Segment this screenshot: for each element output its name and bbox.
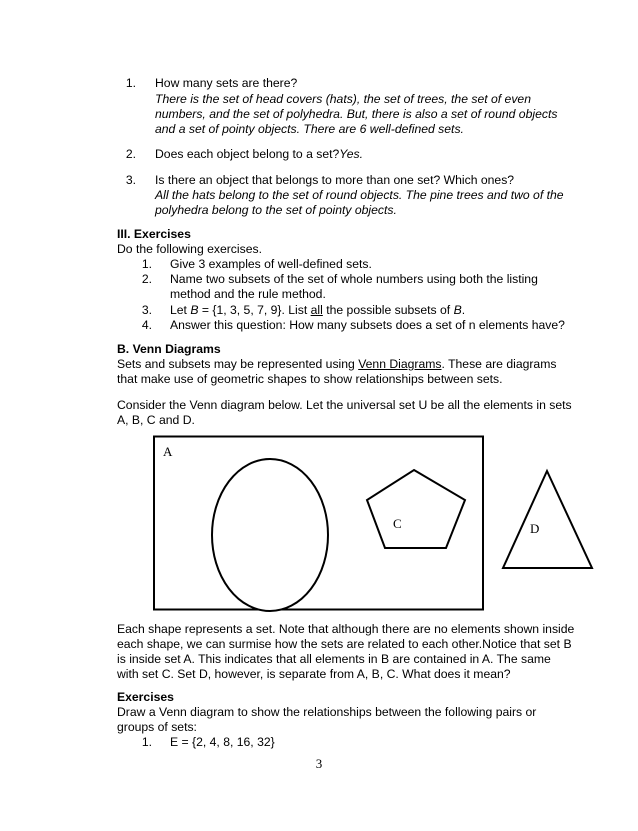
- question-2-answer: Yes.: [339, 147, 364, 161]
- question-1-number: 1.: [125, 76, 136, 90]
- question-1-answer-line-2: numbers, and the set of polyhedra. But, there is also a set of round objects: [155, 107, 558, 121]
- exercise-2-line-2: method and the rule method.: [170, 287, 326, 301]
- set-d-triangle: [503, 471, 592, 568]
- exercise-4-number: 4.: [141, 318, 152, 332]
- exercise-2-line-1: Name two subsets of the set of whole numbers using both the listing: [170, 272, 538, 286]
- exercise-3-var2: B: [453, 303, 462, 317]
- venn-heading: B. Venn Diagrams: [117, 342, 221, 356]
- venn-exercises-heading: Exercises: [117, 690, 174, 704]
- set-b-ellipse: [212, 459, 328, 611]
- venn-exercises-intro-line-2: groups of sets:: [117, 720, 197, 734]
- venn-exercise-1-number: 1.: [141, 735, 152, 749]
- exercise-3-end: .: [461, 303, 466, 317]
- exercise-1-number: 1.: [141, 257, 152, 271]
- exercise-3-var: B: [190, 303, 199, 317]
- venn-paragraph-2-line-2: A, B, C and D.: [117, 413, 195, 427]
- explanation-line-4: with set C. Set D, however, is separate from A, B, C. What does it mean?: [117, 667, 511, 681]
- label-d: D: [530, 521, 540, 536]
- venn-diagrams-link[interactable]: Venn Diagrams: [358, 357, 442, 371]
- question-1-answer-line-1: There is the set of head covers (hats), the set of trees, the set of even: [155, 92, 531, 106]
- venn-exercise-1-text: E = {2, 4, 8, 16, 32}: [170, 735, 275, 749]
- explanation-line-3: is inside set A. This indicates that all elements in B are contained in A. The same: [117, 652, 551, 666]
- question-1-answer-line-3: and a set of pointy objects. There are 6 well-defined sets.: [155, 122, 464, 136]
- page-number: 3: [315, 756, 323, 771]
- label-a: A: [163, 444, 173, 459]
- exercise-4-text: Answer this question: How many subsets does a set of n elements have?: [170, 318, 565, 332]
- venn-p1-post: . These are diagrams: [441, 357, 557, 371]
- question-3-answer-line-2: polyhedra belong to the set of pointy objects.: [155, 203, 397, 217]
- question-2-number: 2.: [125, 147, 136, 161]
- label-c: C: [393, 516, 402, 531]
- explanation-line-1: Each shape represents a set. Note that although there are no elements shown inside: [117, 622, 575, 636]
- exercise-3-pre: Let: [170, 303, 191, 317]
- explanation-line-2: each shape, we can surmise how the sets are related to each other.Notice that set B: [117, 637, 572, 651]
- question-3-text: Is there an object that belongs to more than one set? Which ones?: [155, 173, 515, 187]
- question-3-answer-line-1: All the hats belong to the set of round objects. The pine trees and two of the: [155, 188, 564, 202]
- exercises-heading: III. Exercises: [117, 227, 191, 241]
- venn-paragraph-2-line-1: Consider the Venn diagram below. Let the universal set U be all the elements in sets: [117, 398, 572, 412]
- question-1-text: How many sets are there?: [155, 76, 298, 90]
- exercise-1-text: Give 3 examples of well-defined sets.: [170, 257, 372, 271]
- question-3-number: 3.: [125, 173, 136, 187]
- exercise-2-number: 2.: [141, 272, 152, 286]
- venn-exercises-intro-line-1: Draw a Venn diagram to show the relationships between the following pairs or: [117, 705, 537, 719]
- exercise-3-number: 3.: [141, 303, 152, 317]
- question-2-text: Does each object belong to a set?: [155, 147, 340, 161]
- exercise-3-post: the possible subsets of: [322, 303, 454, 317]
- venn-paragraph-1-line-2: that make use of geometric shapes to show relationships between sets.: [117, 372, 503, 386]
- exercise-3-mid: = {1, 3, 5, 7, 9}. List: [198, 303, 311, 317]
- exercises-intro: Do the following exercises.: [117, 242, 262, 256]
- exercise-3-underlined: all: [310, 303, 323, 317]
- venn-p1-pre: Sets and subsets may be represented using: [117, 357, 359, 371]
